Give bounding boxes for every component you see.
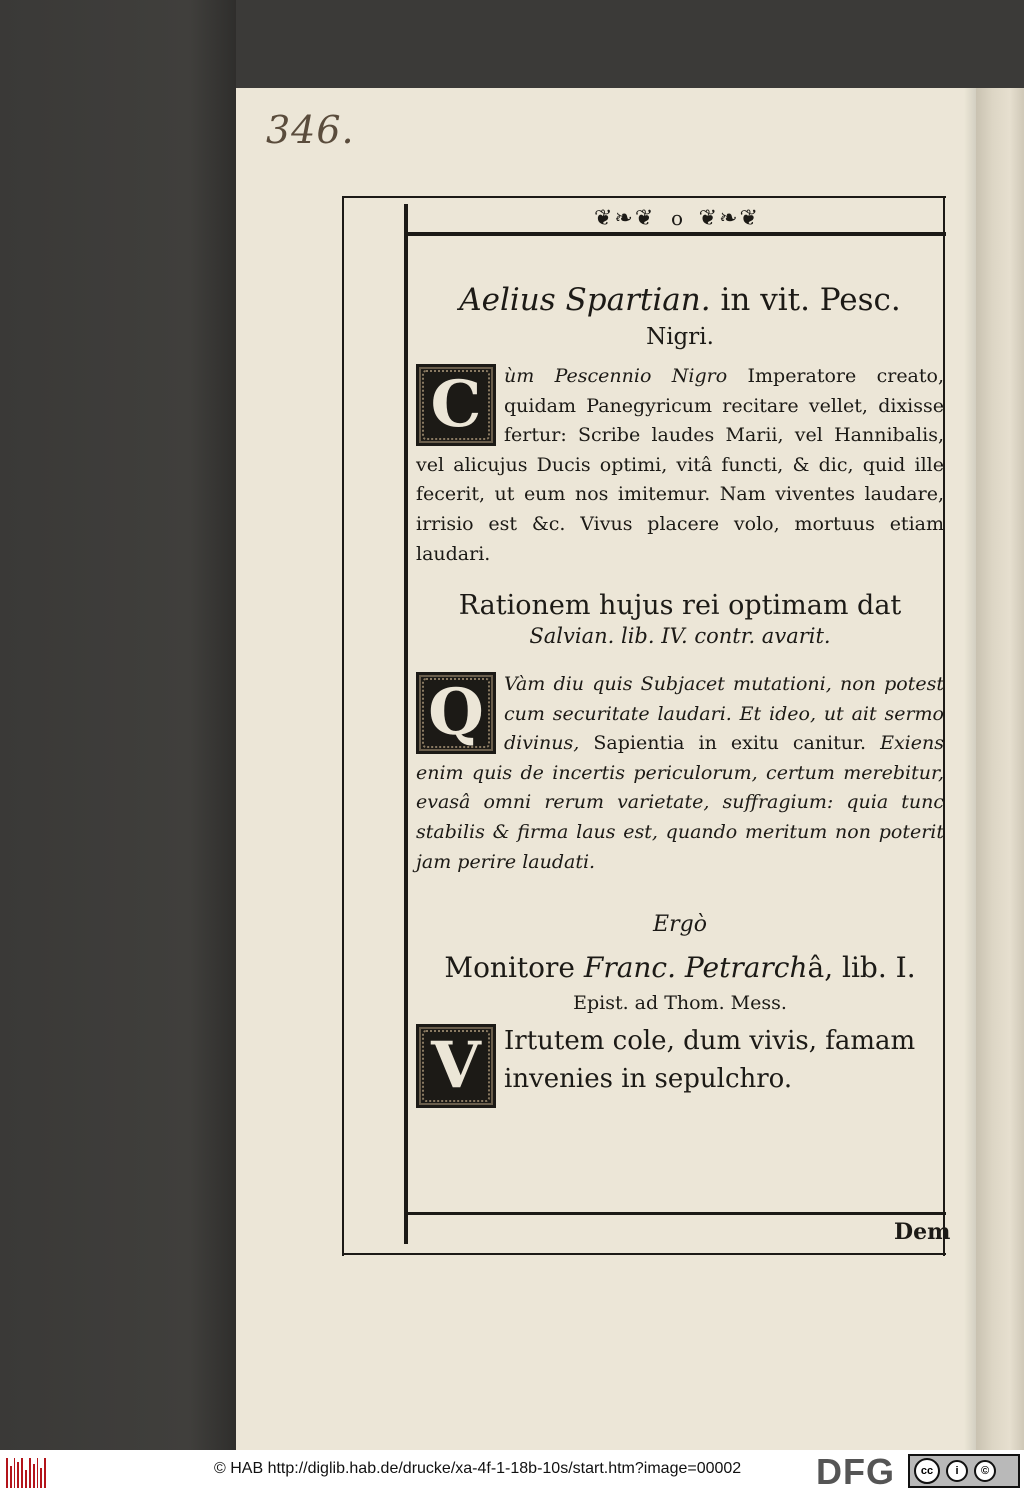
section3-drop-cap: V — [416, 1024, 496, 1108]
section2-drop-cap: Q — [416, 672, 496, 754]
footer-bar — [0, 1450, 1024, 1492]
ornament-left: ❦❧❦ — [594, 205, 656, 231]
section3-ergo: Ergò — [653, 912, 707, 937]
section2-text-italic-2: Exiens enim quis de incertis periculorum, certum merebitur, evasâ omni rerum varietate, suffragium: quia tunc stabilis & firma laus est, quando meritum non poterit jam perire laudati. — [416, 732, 944, 873]
section3-title — [416, 948, 944, 988]
frame-top-outer — [342, 196, 946, 198]
section3-subtitle: Epist. ad Thom. Mess. — [573, 992, 787, 1014]
catchword: Dem — [894, 1219, 951, 1245]
ornament-header — [594, 203, 760, 233]
facing-page-edge — [976, 88, 1024, 1450]
by-icon: i — [946, 1460, 968, 1482]
section1-name: Pescennio Nigro — [554, 365, 728, 387]
section1-drop-cap: C — [416, 364, 496, 446]
section1-text-start: ùm — [504, 365, 555, 387]
frame-bottom-outer — [342, 1253, 946, 1255]
hab-logo-icon — [6, 1454, 46, 1488]
section3-paragraph — [416, 1022, 944, 1108]
cc-license-badge[interactable] — [908, 1454, 1020, 1488]
section1-text: Imperatore creato, quidam Panegyricum recitare vellet, dixisse fertur: Scribe laudes Marii, vel Hannibalis, vel alicujus Ducis optimi, vitâ functi, & dic, quid ille fecerit, ut eum nos imitemur. Nam viventes laudare, irrisio est &c. Vivus placere volo, mortuus etiam laudari. — [416, 365, 945, 565]
section2-title: Rationem hujus rei optimam dat — [458, 590, 902, 621]
page-number: 346. — [266, 108, 355, 152]
frame-left-outer — [342, 196, 344, 1256]
section3-text: Irtutem cole, dum vivis, famam invenies in sepulchro. — [504, 1026, 916, 1094]
cc-icon: cc — [914, 1458, 940, 1484]
section3-title-b: â, lib. I. — [807, 951, 916, 984]
footer-copyright-link[interactable]: © HAB http://diglib.hab.de/drucke/xa-4f-1-18b-10s/start.htm?image=00002 — [214, 1460, 742, 1477]
section1-title-rest: in vit. Pesc. — [710, 282, 901, 318]
frame-bottom-inner — [406, 1212, 946, 1215]
sa-icon: © — [974, 1460, 996, 1482]
ornament-center: o — [670, 206, 684, 230]
section1-paragraph — [416, 362, 944, 569]
section2-paragraph — [416, 670, 944, 877]
section3-title-author: Franc. Petrarch — [583, 951, 808, 984]
section1-title — [416, 280, 944, 320]
section2-text-italic-1: Vàm diu quis Subjacet mutationi, non potest cum securitate laudari. Et ideo, ut ait sermo divinus, — [504, 673, 944, 755]
section1-title-author: Aelius Spartian. — [459, 282, 711, 318]
section3-title-a: Monitore — [444, 951, 584, 984]
dfg-logo: DFG — [816, 1451, 895, 1492]
background — [0, 0, 236, 1450]
ornament-right: ❦❧❦ — [698, 205, 760, 231]
section1-title-line2: Nigri. — [646, 324, 714, 350]
section2-subtitle: Salvian. lib. IV. contr. avarit. — [529, 624, 831, 648]
frame-left-inner — [404, 204, 408, 1244]
section2-text-roman: Sapientia in exitu canitur. — [579, 732, 867, 755]
